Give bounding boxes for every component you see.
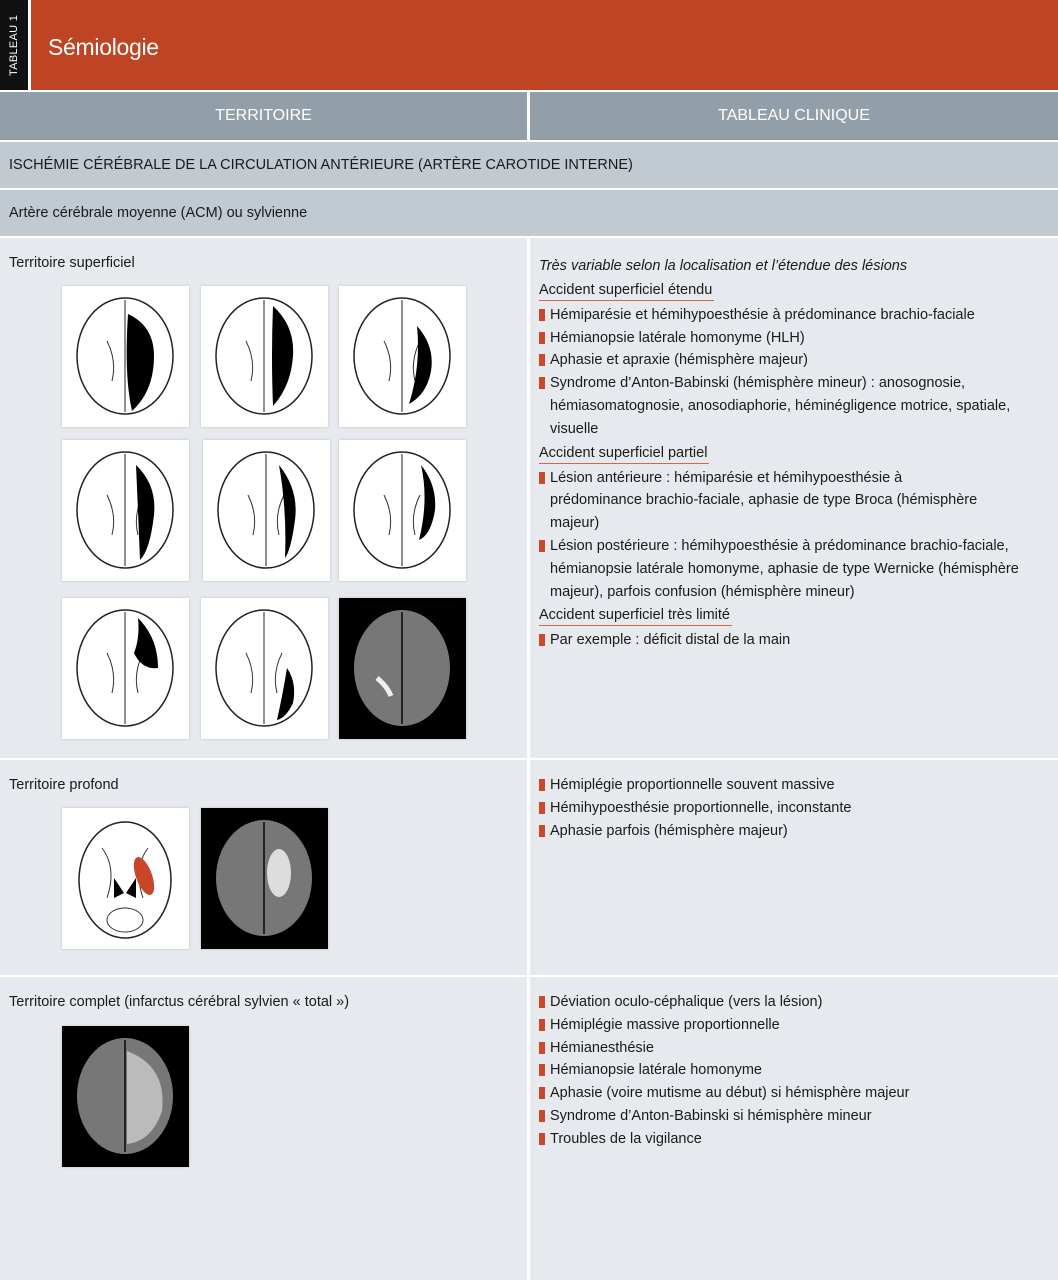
territory-label: Territoire superficiel bbox=[9, 255, 135, 271]
territory-label: Territoire complet (infarctus cérébral sylvien « total ») bbox=[9, 994, 350, 1010]
list-item: Aphasie parfois (hémisphère majeur) bbox=[539, 820, 1058, 843]
list-item: Hémiparésie et hémihypoesthésie à prédominance brachio-faciale bbox=[539, 304, 1058, 327]
list-item: Syndrome d’Anton-Babinski si hémisphère mineur bbox=[539, 1105, 1058, 1128]
group-heading: Accident superficiel étendu bbox=[539, 280, 714, 301]
table-number-tab: TABLEAU 1 bbox=[0, 0, 28, 90]
list-item: Aphasie (voire mutisme au début) si hémisphère majeur bbox=[539, 1082, 1058, 1105]
list-item: Par exemple : déficit distal de la main bbox=[539, 629, 1058, 652]
mri-scan-image bbox=[201, 808, 328, 949]
brain-diagram-image bbox=[339, 286, 466, 427]
brain-diagram-image bbox=[62, 440, 189, 581]
brain-diagram-image bbox=[62, 808, 189, 949]
territory-label: Territoire profond bbox=[9, 777, 119, 793]
list-item: Lésion antérieure : hémiparésie et hémihypoesthésie à prédominance brachio-faciale, aphasie de type Broca (hémisphère majeur) bbox=[539, 467, 979, 535]
clinical-profond-cell bbox=[530, 760, 1058, 975]
list-item: Hémiplégie proportionnelle souvent massive bbox=[539, 774, 1058, 797]
list-item: Aphasie et apraxie (hémisphère majeur) bbox=[539, 349, 1058, 372]
mri-scan-image bbox=[62, 1026, 189, 1167]
clinical-complet-cell bbox=[530, 977, 1058, 1280]
list-item: Lésion postérieure : hémihypoesthésie à prédominance brachio-faciale, hémianopsie latérale homonyme, aphasie de type Wernicke (hémisphère majeur), parfois confusion (hémisphère mineur) bbox=[539, 535, 1039, 603]
group-heading: Accident superficiel très limité bbox=[539, 605, 732, 626]
brain-diagram-image bbox=[201, 286, 328, 427]
brain-diagram-image bbox=[203, 440, 330, 581]
table-title: Sémiologie bbox=[31, 0, 1058, 90]
column-header-tableau-clinique: TABLEAU CLINIQUE bbox=[530, 92, 1058, 140]
brain-diagram-image bbox=[62, 286, 189, 427]
list-item: Hémiplégie massive proportionnelle bbox=[539, 1014, 1058, 1037]
clinical-superficiel-cell bbox=[530, 238, 1058, 758]
list-item: Déviation oculo-céphalique (vers la lésion) bbox=[539, 991, 1058, 1014]
brain-diagram-image bbox=[339, 440, 466, 581]
subsection-heading: Artère cérébrale moyenne (ACM) ou sylvienne bbox=[0, 190, 1058, 236]
section-heading: ISCHÉMIE CÉRÉBRALE DE LA CIRCULATION ANTÉRIEURE (ARTÈRE CAROTIDE INTERNE) bbox=[0, 142, 1058, 188]
list-item: Hémihypoesthésie proportionnelle, inconstante bbox=[539, 797, 1058, 820]
list-item: Hémianesthésie bbox=[539, 1037, 1058, 1060]
mri-scan-image bbox=[339, 598, 466, 739]
list-item: Troubles de la vigilance bbox=[539, 1128, 1058, 1151]
list-item: Hémianopsie latérale homonyme bbox=[539, 1059, 1058, 1082]
brain-diagram-image bbox=[201, 598, 328, 739]
intro-text: Très variable selon la localisation et l’étendue des lésions bbox=[539, 258, 908, 274]
brain-diagram-image bbox=[62, 598, 189, 739]
group-heading: Accident superficiel partiel bbox=[539, 443, 709, 464]
list-item: Hémianopsie latérale homonyme (HLH) bbox=[539, 327, 1058, 350]
list-item: Syndrome d’Anton-Babinski (hémisphère mineur) : anosognosie, hémiasomatognosie, anosodiaphorie, héminégligence motrice, spatiale, visuelle bbox=[539, 372, 1029, 440]
column-header-territoire: TERRITOIRE bbox=[0, 92, 527, 140]
